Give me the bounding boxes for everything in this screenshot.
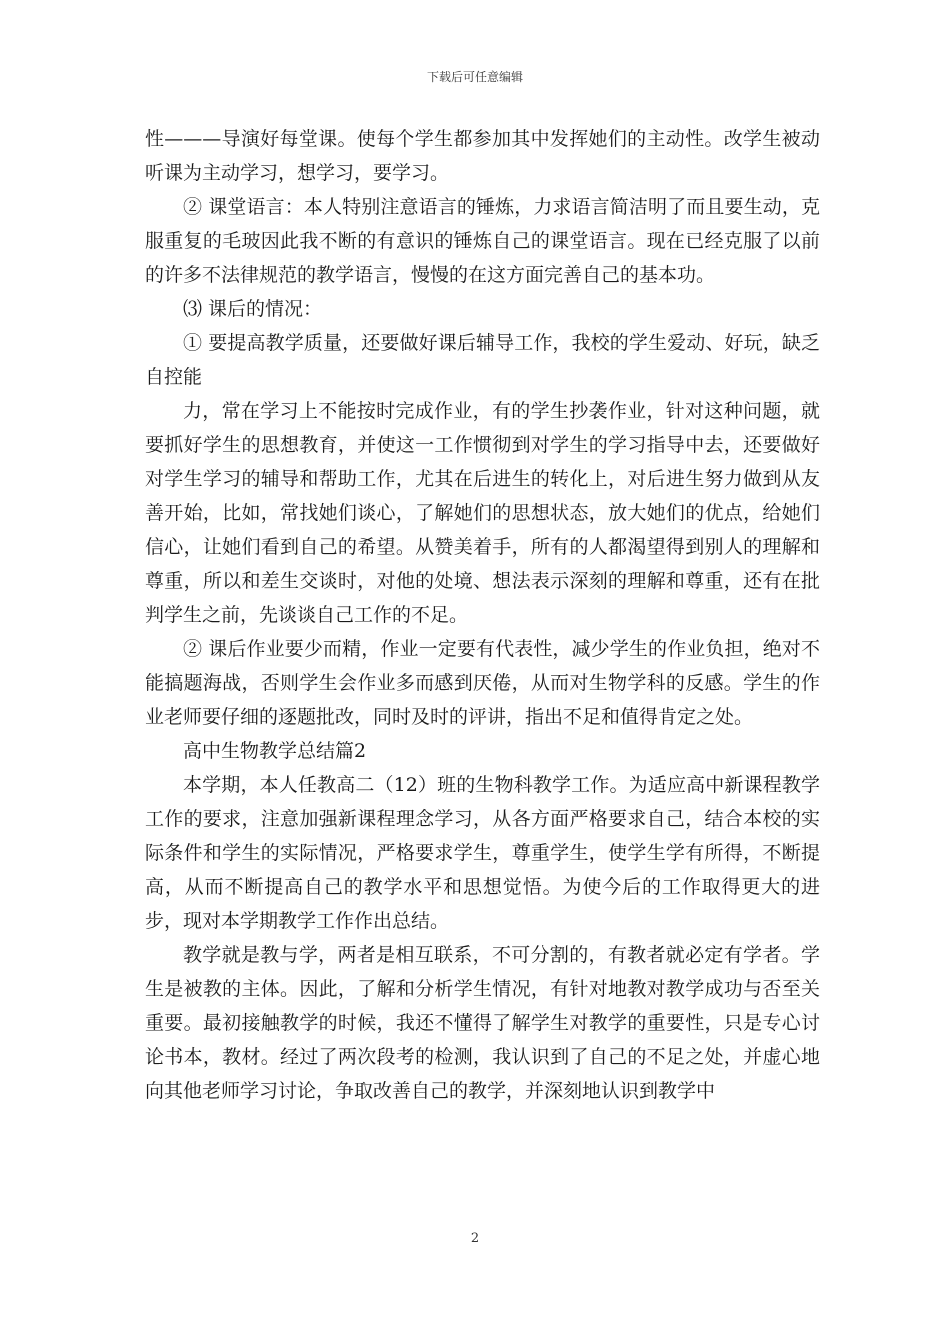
paragraph: ② 课后作业要少而精，作业一定要有代表性，减少学生的作业负担，绝对不能搞题海战，否则学生会作业多而感到厌倦，从而对生物学科的反感。学生的作业老师要仔细的逐题批改，同时及时的评讲，指出不足和值得肯定之处。 xyxy=(145,638,820,728)
page-number: 2 xyxy=(470,1231,480,1246)
paragraph: ② 课堂语言：本人特别注意语言的锤炼，力求语言简洁明了而且要生动，克服重复的毛玻因此我不断的有意识的锤炼自己的课堂语言。现在已经克服了以前的许多不法律规范的教学语言，慢慢的在这方面完善自己的基本功。 xyxy=(145,196,820,286)
section-heading: 高中生物教学总结篇2 xyxy=(183,740,367,762)
paragraph: 教学就是教与学，两者是相互联系，不可分割的，有教者就必定有学者。学生是被教的主体。因此，了解和分析学生情况，有针对地教对教学成功与否至关重要。最初接触教学的时候，我还不懂得了解学生对教学的重要性，只是专心讨论书本，教材。经过了两次段考的检测，我认识到了自己的不足之处，并虚心地向其他老师学习讨论，争取改善自己的教学，并深刻地认识到教学中 xyxy=(145,944,820,1102)
paragraph: 本学期，本人任教高二（12）班的生物科教学工作。为适应高中新课程教学工作的要求，注意加强新课程理念学习，从各方面严格要求自己，结合本校的实际条件和学生的实际情况，严格要求学生，尊重学生，使学生学有所得，不断提高，从而不断提高自己的教学水平和思想觉悟。为使今后的工作取得更大的进步，现对本学期教学工作作出总结。 xyxy=(145,774,820,932)
paragraph: ① 要提高教学质量，还要做好课后辅导工作，我校的学生爱动、好玩，缺乏自控能 xyxy=(145,332,820,388)
paragraph: ⑶ 课后的情况： xyxy=(183,298,323,320)
body-text xyxy=(145,122,820,1108)
page-header: 下载后可任意编辑 xyxy=(426,70,523,84)
paragraph: 力，常在学习上不能按时完成作业，有的学生抄袭作业，针对这种问题，就要抓好学生的思想教育，并使这一工作惯彻到对学生的学习指导中去，还要做好对学生学习的辅导和帮助工作，尤其在后进生的转化上，对后进生努力做到从友善开始，比如，常找她们谈心，了解她们的思想状态，放大她们的优点，给她们信心，让她们看到自己的希望。从赞美着手，所有的人都渴望得到别人的理解和尊重，所以和差生交谈时，对他的处境、想法表示深刻的理解和尊重，还有在批判学生之前，先谈谈自己工作的不足。 xyxy=(145,400,820,626)
paragraph: 性———导演好每堂课。使每个学生都参加其中发挥她们的主动性。改学生被动听课为主动学习，想学习，要学习。 xyxy=(145,128,820,184)
